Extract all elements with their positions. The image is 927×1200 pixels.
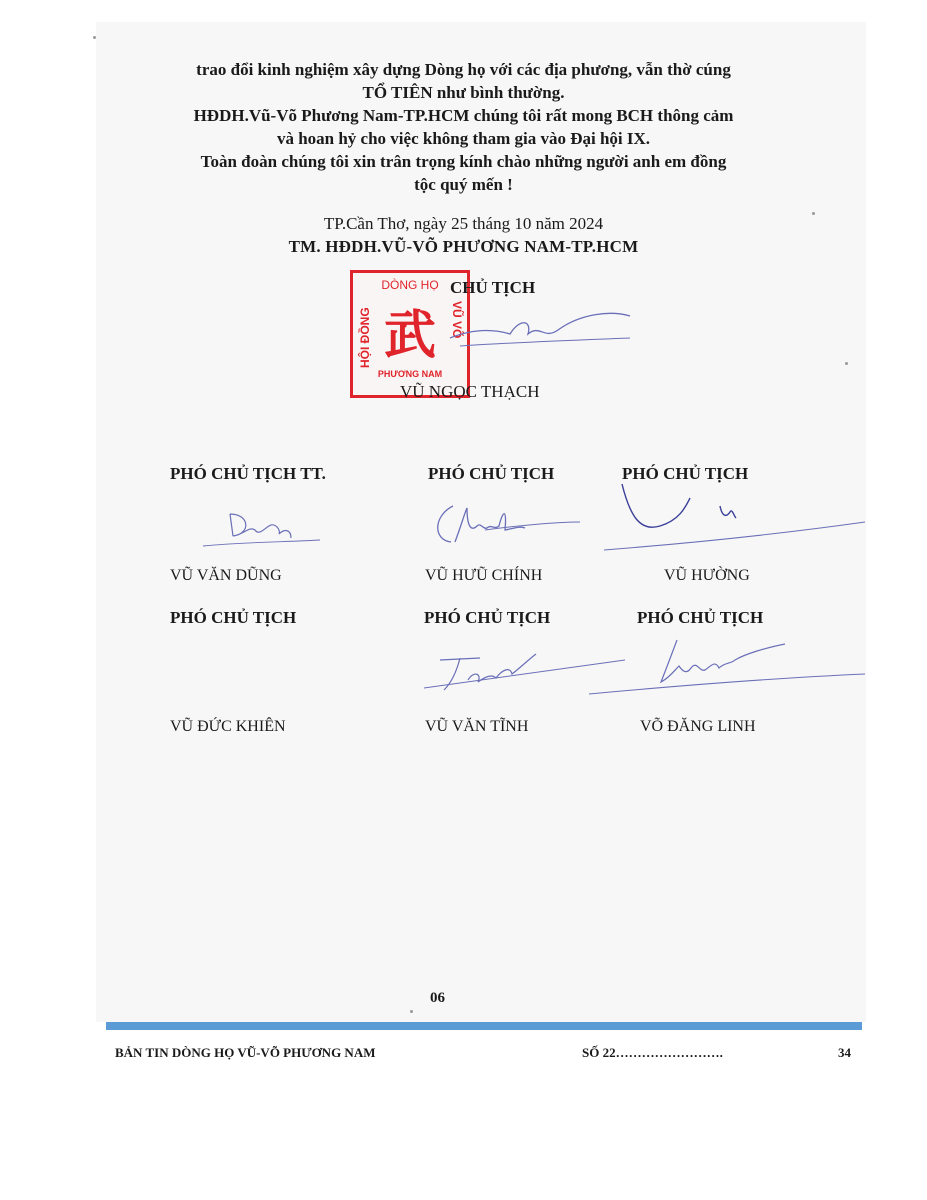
vice-title-6: PHÓ CHỦ TỊCH — [637, 608, 764, 627]
body-line-1: trao đổi kinh nghiệm xây dựng Dòng họ với các địa phương, vẫn thờ cúng — [196, 60, 731, 79]
vice-name-1: VŨ VĂN DŨNG — [170, 567, 282, 584]
vice-title-5: PHÓ CHỦ TỊCH — [424, 608, 551, 627]
footer-issue-number: SỐ 22……………………. — [582, 1045, 723, 1060]
chair-signature — [440, 300, 640, 360]
body-line-2: TỔ TIÊN như bình thường. — [362, 83, 565, 102]
vice-title-1: PHÓ CHỦ TỊCH TT. — [170, 464, 326, 483]
footer-publication-title: BẢN TIN DÒNG HỌ VŨ-VÕ PHƯƠNG NAM — [115, 1045, 376, 1060]
stamp-center-glyph: 武 — [383, 306, 437, 366]
signature-linh — [585, 630, 870, 700]
signature-huong — [600, 476, 870, 556]
body-line-6: tộc quý mến ! — [414, 175, 513, 194]
vice-name-5: VŨ VĂN TĨNH — [425, 718, 529, 735]
vice-title-3: PHÓ CHỦ TỊCH — [622, 464, 749, 483]
scan-speck — [410, 1010, 413, 1013]
scan-speck — [812, 212, 815, 215]
stamp-left-text: HỘI ĐỒNG — [358, 307, 372, 368]
place-date: TP.Cần Thơ, ngày 25 tháng 10 năm 2024 — [323, 214, 604, 233]
stamp-bottom-text: PHƯƠNG NAM — [377, 369, 443, 379]
vice-title-2: PHÓ CHỦ TỊCH — [428, 464, 555, 483]
vice-name-3: VŨ HƯỜNG — [664, 567, 750, 584]
vice-name-4: VŨ ĐỨC KHIÊN — [170, 718, 286, 735]
footer-divider-bar — [106, 1022, 862, 1030]
body-line-3: HĐDH.Vũ-Võ Phương Nam-TP.HCM chúng tôi rất mong BCH thông cảm — [193, 106, 734, 125]
vice-name-2: VŨ HƯŨ CHÍNH — [425, 567, 543, 584]
stamp-top-text: DÒNG HỌ — [381, 278, 439, 292]
footer-page-number: 34 — [838, 1045, 851, 1060]
organization-line: TM. HĐDH.VŨ-VÕ PHƯƠNG NAM-TP.HCM — [288, 237, 639, 256]
body-line-4: và hoan hỷ cho việc không tham gia vào Đại hội IX. — [276, 129, 651, 148]
chair-title: CHỦ TỊCH — [450, 278, 536, 297]
chair-name: VŨ NGỌC THẠCH — [400, 382, 540, 401]
scan-speck — [93, 36, 96, 39]
vice-name-6: VÕ ĐĂNG LINH — [640, 718, 756, 735]
signature-chinh — [425, 496, 585, 556]
vice-title-4: PHÓ CHỦ TỊCH — [170, 608, 297, 627]
stamp-right-text: VŨ VÕ — [450, 301, 464, 339]
body-line-5: Toàn đoàn chúng tôi xin trân trọng kính chào những người anh em đồng — [200, 152, 727, 171]
scan-speck — [845, 362, 848, 365]
signature-dung — [195, 500, 325, 555]
page-number: 06 — [430, 990, 445, 1006]
